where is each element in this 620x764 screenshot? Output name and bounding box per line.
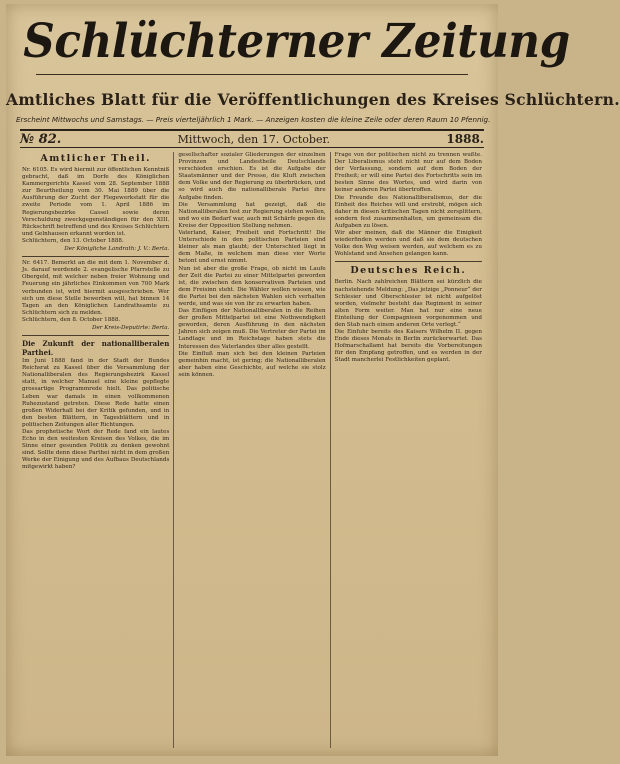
- column-3: [330, 152, 486, 748]
- article-paragraph: Die Einfluß man sich bei den kleinen Parteien gemeinhin macht, ist gering; die Nationalliberalen aber haben eine Geschichte, auf welche sie stolz sein können.: [178, 350, 326, 378]
- article-paragraph: Nun ist aber die große Frage, ob nicht im Laufe der Zeit die Partei zu einer Mittelpartei geworden ist, die zwischen den konservativen Parteien und dem Freisinn steht. Die Wähler wollen wissen, wie die Partei bei den nächsten Wahlen sich verhalten werde, und was sie von ihr zu erwarten haben.: [178, 265, 326, 307]
- notice-signature: Der Königliche Landrath: J. V.: Berta.: [64, 246, 170, 253]
- article-paragraph: gesellschafter sozialer Gliederungen der einzelnen Provinzen und Landestheile Deutschlands verschieden erschien. Es ist die Aufgabe der Staatsmänner und der Presse, die Kluft zwischen dem Volke und der Regierung zu überbrücken, und so wird auch die nationalliberale Partei ihre Aufgabe finden.: [178, 152, 326, 201]
- column-1: [18, 152, 173, 748]
- column-2: [173, 152, 329, 748]
- section-heading-official: Amtlicher Theil.: [40, 153, 151, 164]
- issue-date: Mittwoch, den 17. October.: [177, 132, 331, 146]
- article-paragraph: Die Einfuhr bereits des Kaisers Wilhelm II. gegen Ende dieses Monats in Berlin zurückerwartet. Das Hofmarschallamt hat bereits die Vorbereitungen für den Empfang getroffen, und es werden in der Stadt mancherlei Festlichkeiten geplant.: [334, 329, 482, 364]
- notice-paragraph: Nr. 6417. Bemerkt an die mit dem 1. November d. Js. darauf werdende 2. evangelische Pfarrstelle zu Obergeld, mit welcher neben freier Wohnung und Feuerung ein jährliches Einkommen von 700 Mark verbunden ist, wird hiermit ausgeschrieben. Wer sich um diese Stelle bewerben will, hat binnen 14 Tagen an den Königlichen Landrathsamte zu Schlüchtern sich zu melden.: [22, 260, 170, 316]
- section-heading-reich: Deutsches Reich.: [350, 265, 467, 277]
- article-paragraph: Das prophetische Wort der Rede fand ein lautes Echo in den weitesten Kreisen des Volkes, die im Sinne einer gesunden Politik zu denken gewohnt sind. Sollte denn diese Parthei nicht in dem großen Werke der Einigung und des Aufbaus Deutschlands mitgewirkt haben?: [22, 429, 170, 471]
- divider: [335, 261, 482, 262]
- article-paragraph: Wir aber meinen, daß die Männer die Einigkeit wiederfinden werden und daß sie dem deutschen Volke den Weg weisen werden, auf welchem es zu Wohlstand und Ansehen gelangen kann.: [334, 230, 482, 258]
- article-heading: Die Zukunft der nationalliberalen Parthei.: [22, 339, 170, 358]
- article-paragraph: Die Freunde des Nationalliberalismus, der die Einheit des Reiches will und erstrebt, mögen sich daher in diesen kritischen Tagen nicht zersplittern, sondern fest zusammenhalten, um gemeinsam die Aufgaben zu lösen.: [334, 194, 482, 229]
- notice-paragraph: Nr. 6105. Es wird hiermit zur öffentlichen Kenntniß gebracht, daß im Dorfe des Königlichen Kammergerichts Kassel vom 28. September 1888 zur Beurtheilung vom 30. Mai 1889 über die Ausführung der Zucht der Flegewerkstatt für die zweite Periode vom 1. April 1886 im Regierungsbezirke Cassel sowie deren Verschuldung zweckgegenständigen für den XIII. Rückschrift betreffend und des Kreises Schlüchtern und Gelnhausen erkannt worden ist.: [22, 167, 170, 237]
- notice-signature: Der Kreis-Deputirte: Berta.: [92, 324, 170, 331]
- article-paragraph: Berlin. Nach zahlreichen Blättern sei kürzlich die nachstehende Meldung: „Das jetzige „Ponneur“ der Schlesier und Oberschlesier ist nicht aufgelöst worden, vielmehr besteht das Regiment in seiner alten Form weiter. Man hat nur eine neue Einteilung der Compagnieen vorgenommen und den Stab nach einem anderen Orte verlegt.“: [334, 279, 482, 328]
- article-paragraph: Die Versammlung hat gezeigt, daß die Nationalliberalen fest zur Regierung stehen wollen, und wo ein Bedarf war, auch mit Schärfe gegen die Kreise der Opposition Stellung nehmen.: [178, 201, 326, 229]
- issue-year: 1888.: [446, 132, 484, 146]
- publication-info: Erscheint Mittwochs und Samstags. — Preis vierteljährlich 1 Mark. — Anzeigen kosten die kleine Zeile oder deren Raum 10 Pfennig.: [16, 115, 491, 124]
- newspaper-title: Schlüchterner Zeitung: [23, 14, 570, 69]
- divider: [22, 256, 169, 257]
- divider: [22, 335, 169, 336]
- article-columns: [18, 152, 486, 748]
- article-paragraph: Das Einfügen der Nationalliberalen in die Reihen der großen Mittelpartei ist eine Nothwendigkeit geworden, deren Ausführung in den nächsten Jahren sich zeigen muß. Die Vertreter der Partei im Landtage und im Reichstage haben stets die Interessen des Vaterlandes über alles gestellt.: [178, 308, 326, 350]
- issue-number: № 82.: [20, 131, 62, 147]
- article-paragraph: Frage von der politischen nicht zu trennen wußte. Der Liberalismus steht nicht nur auf dem Boden der Verfassung, sondern auf dem Boden der Freiheit; er will eine Partei des Fortschritts sein im besten Sinne des Wortes, und wird darin von keiner anderen Partei übertroffen.: [334, 152, 482, 194]
- notice-date: Schlüchtern, den 13. October 1888.: [22, 237, 124, 244]
- article-paragraph: Vaterland, Kaiser, Freiheit und Fortschritt! Die Unterschiede in den politischen Parteien sind kleiner als man glaubt; der Unterschied liegt in dem Maße, in welchem man diese vier Worte betont und ernst nimmt.: [178, 230, 326, 265]
- article-paragraph: Im Juni 1888 fand in der Stadt der Bundes Reichsrat zu Kassel über die Versammlung der Nationalliberalen des Regierungsbezirk Kassel statt, in welcher Manuel eine kleine gepflegte grossartige Programmrede hielt. Das politische Leben war damals in einen vollkommenen Ruhezustand getreten. Diese Rede hatte einen großen Widerhall bei der Kritik gefunden, und in den besten Blättern, in Tagesblättern und in politischen Zeitungen aller Richtungen.: [22, 358, 170, 428]
- newspaper-page: [6, 4, 620, 756]
- masthead: [6, 10, 570, 82]
- newspaper-subtitle: Amtliches Blatt für die Veröffentlichungen des Kreises Schlüchtern.: [6, 90, 620, 109]
- masthead-rule: [36, 74, 468, 75]
- dateline: [20, 129, 484, 148]
- notice-date: Schlüchtern, den 8. October 1888.: [22, 316, 121, 323]
